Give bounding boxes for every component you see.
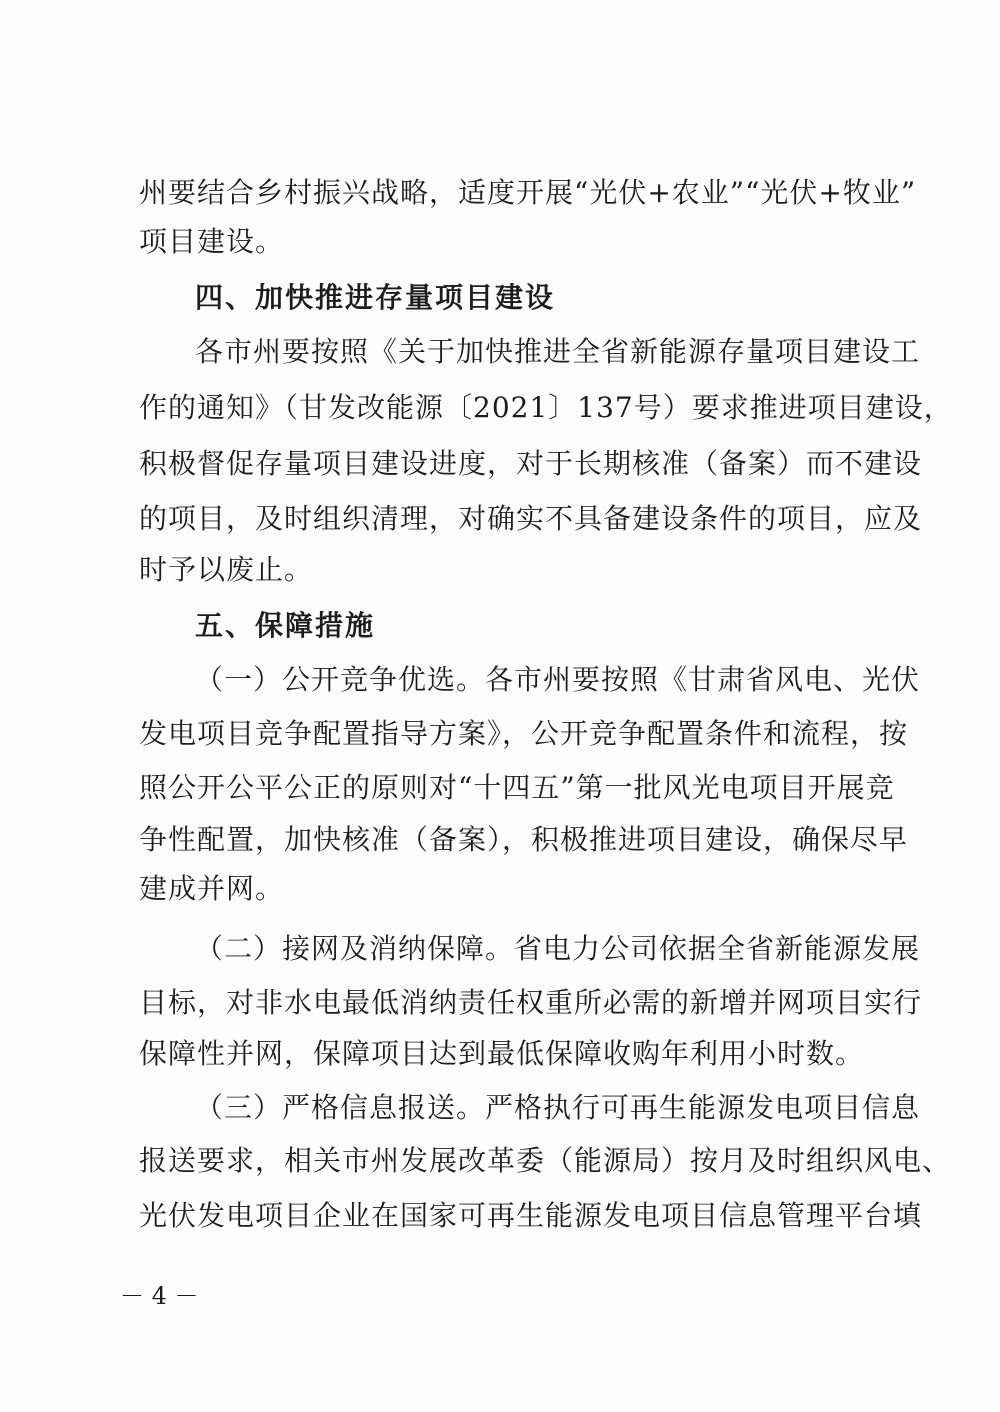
body-text-line: 发电项目竞争配置指导方案》，公开竞争配置条件和流程，按	[139, 717, 909, 750]
body-text-line: 保障性并网，保障项目达到最低保障收购年利用小时数。	[139, 1037, 865, 1070]
body-text-line: 照公开公平公正的原则对“十四五”第一批风光电项目开展竞	[139, 771, 895, 804]
body-text-line: 项目建设。	[139, 225, 285, 258]
body-text-line: 各市州要按照《关于加快推进全省新能源存量项目建设工	[195, 335, 921, 368]
section-heading: 五、保障措施	[195, 609, 376, 642]
body-text-line: （一）公开竞争优选。各市州要按照《甘肃省风电、光伏	[195, 663, 921, 696]
body-text-line: 的项目，及时组织清理，对确实不具备建设条件的项目，应及	[139, 502, 923, 535]
body-text-line: 报送要求，相关市州发展改革委（能源局）按月及时组织风电、	[139, 1144, 952, 1177]
body-text-line: 州要结合乡村振兴战略，适度开展“光伏+农业”“光伏+牧业”	[139, 176, 917, 209]
body-text-line: （二）接网及消纳保障。省电力公司依据全省新能源发展	[195, 932, 921, 965]
body-text-line: 建成并网。	[139, 872, 285, 905]
body-text-line: 时予以废止。	[139, 553, 314, 586]
body-text-line: 积极督促存量项目建设进度，对于长期核准（备案）而不建设	[139, 447, 923, 480]
body-text-line: 光伏发电项目企业在国家可再生能源发电项目信息管理平台填	[139, 1199, 923, 1232]
body-text-line: （三）严格信息报送。严格执行可再生能源发电项目信息	[195, 1091, 921, 1124]
section-heading: 四、加快推进存量项目建设	[195, 281, 556, 314]
body-text-line: 争性配置，加快核准（备案），积极推进项目建设，确保尽早	[139, 823, 909, 856]
page-number: － 4 －	[120, 1282, 199, 1310]
body-text-line: 目标，对非水电最低消纳责任权重所必需的新增并网项目实行	[139, 986, 923, 1019]
body-text-line: 作的通知》（甘发改能源〔2021〕137号）要求推进项目建设，	[139, 391, 953, 424]
